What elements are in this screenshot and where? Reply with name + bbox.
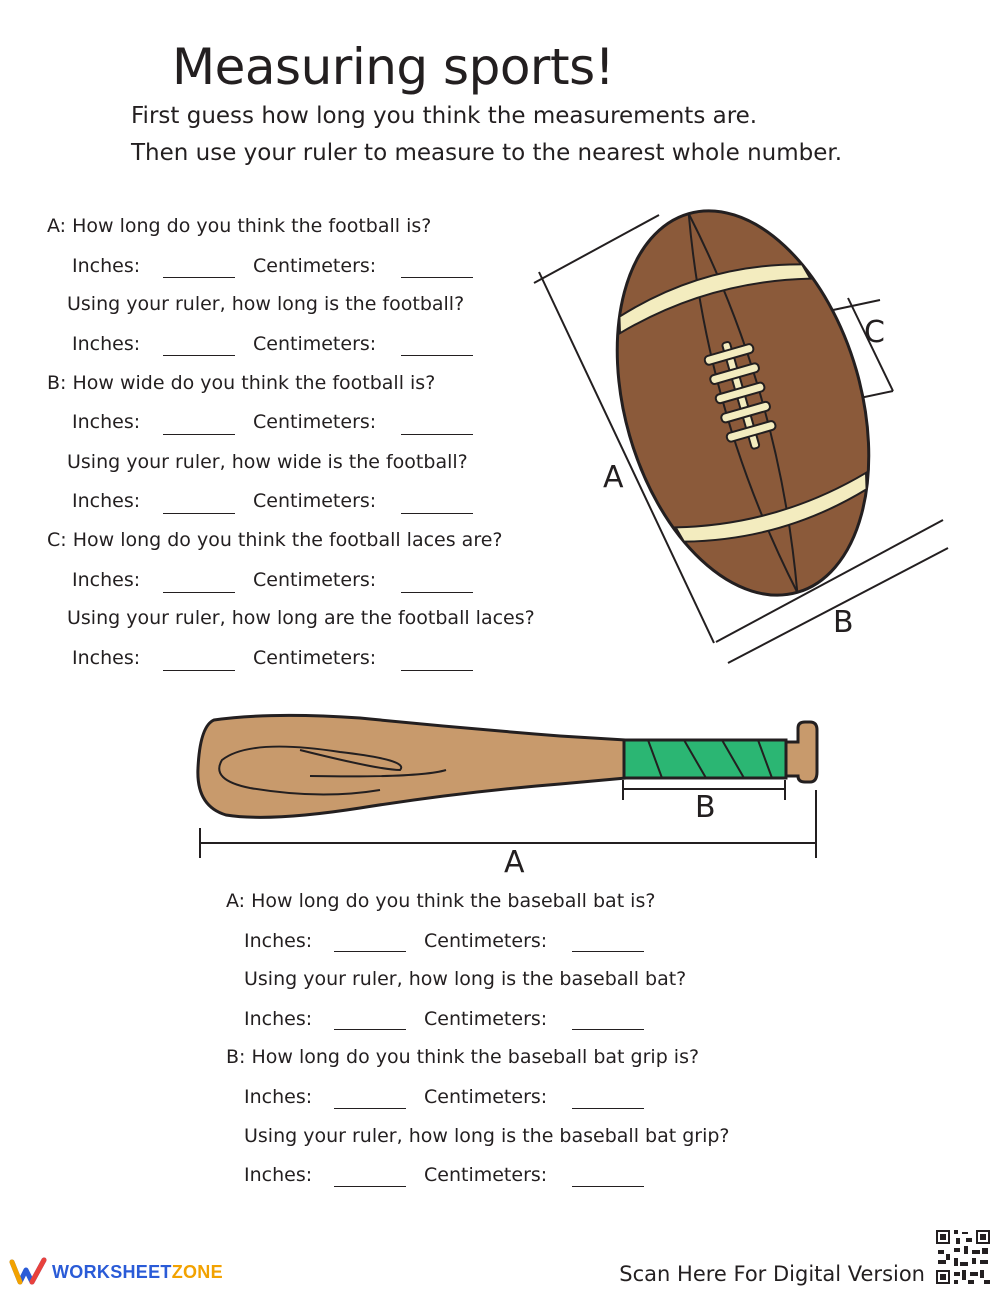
bat-dimension-a: A xyxy=(504,845,525,880)
bat-grip xyxy=(624,740,786,778)
inches-label: Inches: xyxy=(244,1008,313,1030)
inches-label: Inches: xyxy=(244,1164,313,1186)
centimeters-label: Centimeters: xyxy=(424,1164,548,1186)
football-dimension-b: B xyxy=(833,605,854,640)
bat-dimension-b: B xyxy=(695,790,716,825)
brand-logo[interactable] xyxy=(10,1258,223,1286)
instruction-line-1: First guess how long you think the measurements are. xyxy=(131,103,758,129)
answer-blank[interactable] xyxy=(572,1029,644,1030)
answer-blank[interactable] xyxy=(334,1186,406,1187)
centimeters-label: Centimeters: xyxy=(253,411,377,433)
bat-knob xyxy=(786,722,817,782)
centimeters-label: Centimeters: xyxy=(253,647,377,669)
football-dimension-a: A xyxy=(603,460,624,495)
bat-question-a-measure: Using your ruler, how long is the baseball bat? xyxy=(244,968,687,990)
page-title: Measuring sports! xyxy=(172,38,615,96)
football-question-a-guess: A: How long do you think the football is? xyxy=(47,215,432,237)
football-question-c-measure: Using your ruler, how long are the football laces? xyxy=(67,607,535,629)
bat-question-b-guess: B: How long do you think the baseball bat grip is? xyxy=(226,1046,700,1068)
answer-blank[interactable] xyxy=(334,1108,406,1109)
qr-code-icon[interactable] xyxy=(934,1228,992,1286)
centimeters-label: Centimeters: xyxy=(424,1086,548,1108)
scan-text: Scan Here For Digital Version xyxy=(619,1262,925,1286)
bat-barrel xyxy=(198,715,626,817)
inches-label: Inches: xyxy=(72,411,141,433)
inches-label: Inches: xyxy=(72,490,141,512)
inches-label: Inches: xyxy=(72,647,141,669)
centimeters-label: Centimeters: xyxy=(253,490,377,512)
inches-label: Inches: xyxy=(72,569,141,591)
centimeters-label: Centimeters: xyxy=(424,930,548,952)
centimeters-label: Centimeters: xyxy=(253,569,377,591)
football-dimension-c: C xyxy=(864,315,885,350)
inches-label: Inches: xyxy=(72,255,141,277)
bat-question-a-guess: A: How long do you think the baseball bat is? xyxy=(226,890,656,912)
answer-blank[interactable] xyxy=(334,951,406,952)
instruction-line-2: Then use your ruler to measure to the nearest whole number. xyxy=(131,140,843,166)
inches-label: Inches: xyxy=(244,1086,313,1108)
football-question-a-measure: Using your ruler, how long is the football? xyxy=(67,293,465,315)
answer-blank[interactable] xyxy=(572,951,644,952)
brand-w-icon xyxy=(10,1258,46,1286)
brand-name-second: ZONE xyxy=(171,1261,223,1282)
centimeters-label: Centimeters: xyxy=(253,255,377,277)
football-question-c-guess: C: How long do you think the football laces are? xyxy=(47,529,503,551)
inches-label: Inches: xyxy=(244,930,313,952)
answer-blank[interactable] xyxy=(572,1186,644,1187)
centimeters-label: Centimeters: xyxy=(253,333,377,355)
answer-blank[interactable] xyxy=(572,1108,644,1109)
bat-question-b-measure: Using your ruler, how long is the baseball bat grip? xyxy=(244,1125,730,1147)
centimeters-label: Centimeters: xyxy=(424,1008,548,1030)
football-question-b-guess: B: How wide do you think the football is? xyxy=(47,372,436,394)
football-question-b-measure: Using your ruler, how wide is the football? xyxy=(67,451,468,473)
brand-name-first: WORKSHEET xyxy=(52,1261,172,1282)
answer-blank[interactable] xyxy=(334,1029,406,1030)
inches-label: Inches: xyxy=(72,333,141,355)
